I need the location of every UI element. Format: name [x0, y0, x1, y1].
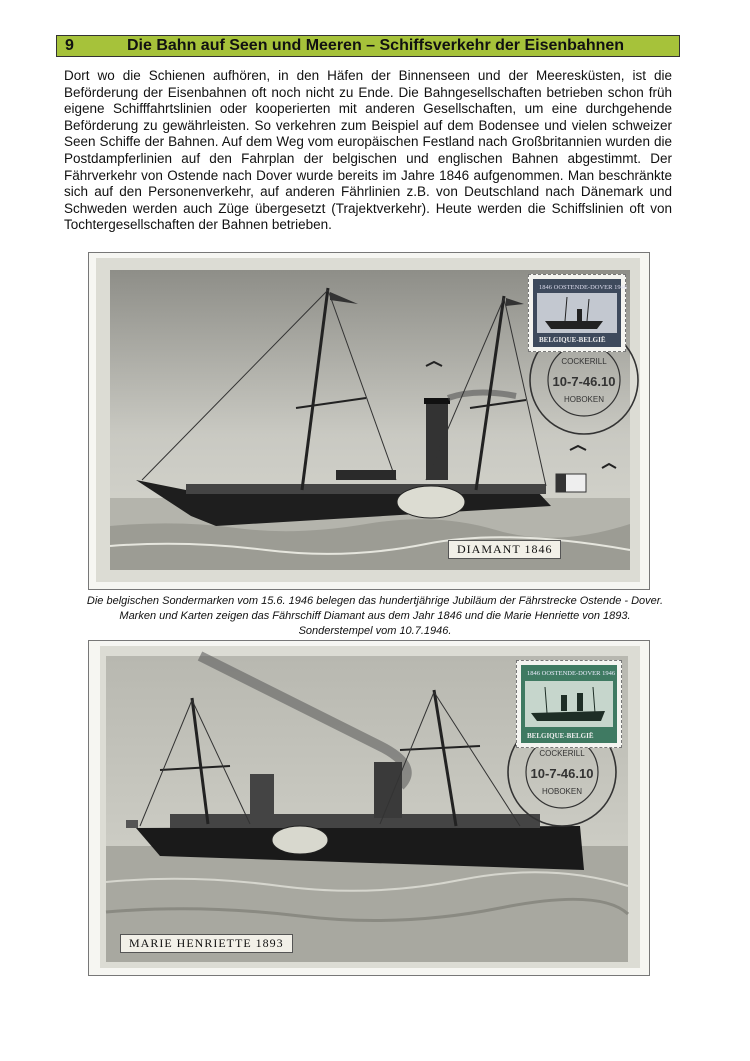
ship-name-label: DIAMANT 1846	[448, 540, 561, 559]
postmark-place-bottom: HOBOKEN	[563, 395, 605, 404]
section-number: 9	[65, 37, 74, 54]
postmark-place-bottom: HOBOKEN	[541, 787, 583, 796]
stamp-top-text: 1846 OOSTENDE-DOVER 1946	[527, 670, 616, 677]
stamp-country: BELGIQUE-BELGIË	[527, 732, 594, 740]
postage-stamp-diamant	[528, 274, 626, 352]
stamp-top-text: 1846 OOSTENDE-DOVER 1946	[539, 284, 628, 291]
postmark-place-top: COCKERILL	[539, 749, 585, 758]
figure-caption: Die belgischen Sondermarken vom 15.6. 1946 belegen das hundertjährige Jubiläum der Fährstrecke Ostende - Dover. Marken und Karten zeigen das Fährschiff Diamant aus dem Jahr 1846 und die Marie Henriette von 1893. Sonderstempel vom 10.7.1946.	[86, 595, 664, 637]
postmark-date: 10-7-46.10	[530, 766, 594, 781]
intro-paragraph: Dort wo die Schienen aufhören, in den Häfen der Binnenseen und der Meeresküsten, ist die Beförderung der Eisenbahnen oft noch nicht zu Ende. Die Bahngesellschaften betrieben schon früh eigene Schifffahrtslinien oder kooperierten mit anderen Gesellschaften, um eine durchgehende Beförderung zu gewährleisten. So verkehren zum Beispiel auf dem Bodensee und vielen schweizer Seen Schiffe der Bahnen. Auf dem Weg vom europäischen Festland nach Großbritannien wurden die Postdampferlinien auf den Fahrplan der belgischen und englischen Bahnen abgestimmt. Der Fährverkehr von Ostende nach Dover wurde bereits im Jahre 1846 aufgenommen. Man beschränkte sich auf den Personenverkehr, auf anderen Fährlinien z.B. von Deutschland nach Dänemark und Schweden werden auch Züge übergesetzt (Trajektverkehr). Heute werden die Schiffslinien oft von Tochtergesellschaften der Bahnen betrieben.	[64, 68, 672, 233]
postcard-diamant	[96, 258, 640, 582]
postmark-date: 10-7-46.10	[552, 374, 616, 389]
section-title: Die Bahn auf Seen und Meeren – Schiffsverkehr der Eisenbahnen	[127, 37, 625, 54]
postcard-marie-henriette	[100, 646, 640, 968]
section-header	[56, 35, 680, 57]
postage-stamp-marie-henriette	[516, 660, 622, 748]
ship-name-label: MARIE HENRIETTE 1893	[120, 934, 293, 953]
stamp-country: BELGIQUE-BELGIË	[539, 336, 606, 344]
postmark-place-top: COCKERILL	[561, 357, 607, 366]
